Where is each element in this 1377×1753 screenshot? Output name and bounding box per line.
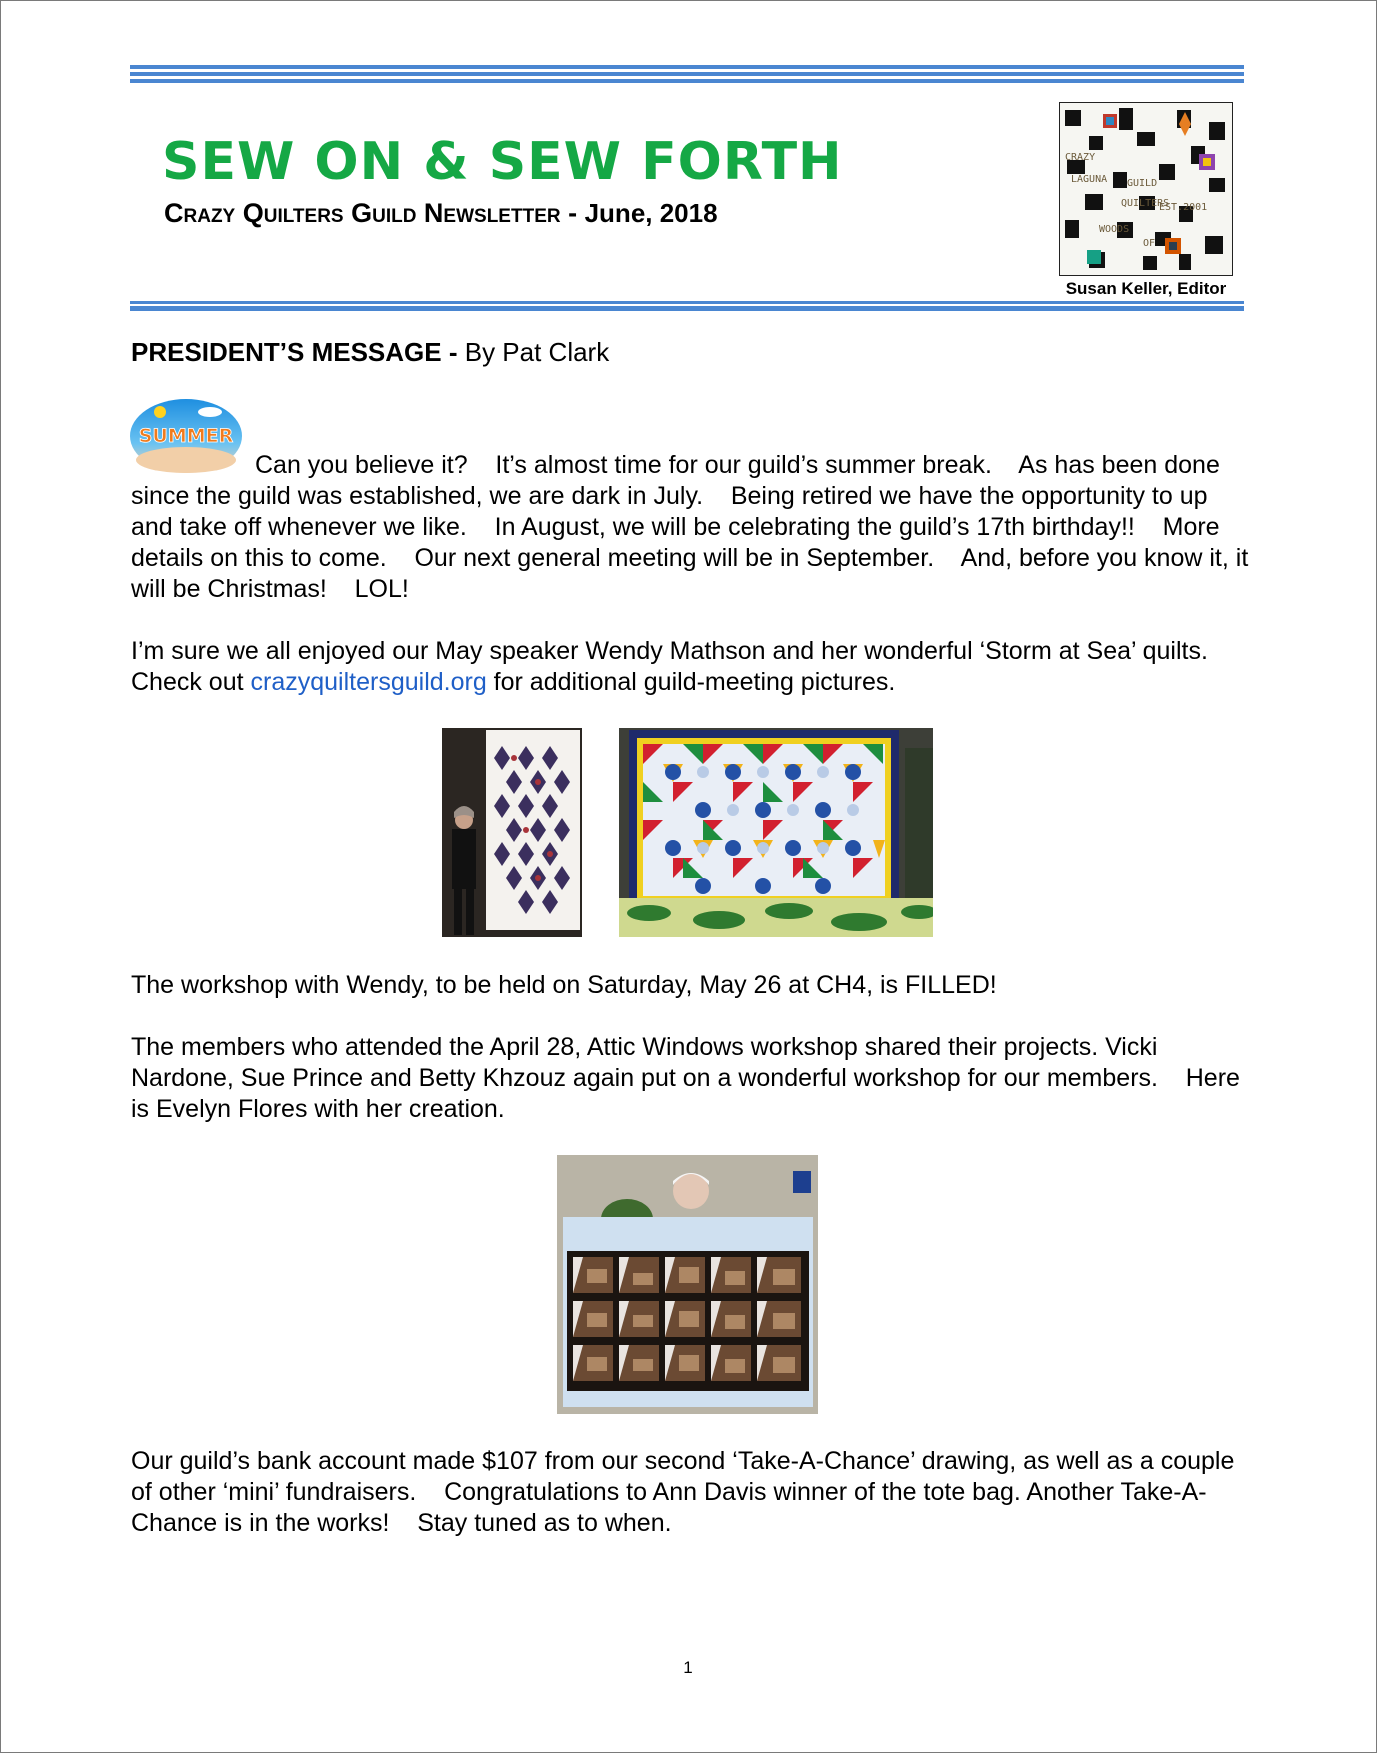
paragraph-may-speaker-text-end: for additional guild-meeting pictures. bbox=[486, 668, 896, 696]
svg-text:OF: OF bbox=[1143, 238, 1156, 249]
paragraph-workshop-filled: The workshop with Wendy, to be held on Saturday, May 26 at CH4, is FILLED! bbox=[131, 971, 997, 999]
svg-text:LAGUNA: LAGUNA bbox=[1071, 174, 1108, 185]
paragraph-take-a-chance: Our guild’s bank account made $107 from our second ‘Take-A-Chance’ drawing, as well as a couple of other ‘mini’ fundraisers. Congratulations to Ann Davis winner of the tote bag. Another Take-A-Chance is in the works! Stay tuned as to when. bbox=[131, 1447, 1242, 1537]
section-heading-author: By Pat Clark bbox=[457, 337, 610, 367]
paragraph-may-speaker bbox=[131, 636, 1251, 698]
paragraph-may-speaker-text: I’m sure we all enjoyed our May speaker Wendy Mathson and her wonderful ‘Storm at Sea’ quilts. Check out bbox=[131, 637, 1236, 696]
photo-storm-at-sea-quilt bbox=[619, 728, 933, 937]
photo-evelyn-flores-creation bbox=[557, 1155, 818, 1414]
guild-logo-quilt bbox=[1059, 102, 1233, 276]
section-heading bbox=[131, 337, 609, 368]
svg-text:CRAZY: CRAZY bbox=[1065, 152, 1096, 163]
editor-credit: Susan Keller, Editor bbox=[1065, 279, 1227, 298]
guild-website-link[interactable]: crazyquiltersguild.org bbox=[250, 668, 487, 696]
summer-badge-text: SUMMER bbox=[138, 425, 234, 447]
paragraph-summer-break: Can you believe it? It’s almost time for our guild’s summer break. As has been done since the guild was established, we are dark in July. Being retired we have the opportunity to up and take off whenever we like. In August, we will be celebrating the guild’s 17th birthday!! More details on this to come. Our next general meeting will be in September. And, before you know it, it will be Christmas! LOL! bbox=[131, 451, 1256, 603]
header-top-rule bbox=[130, 65, 1244, 83]
photo-woman-with-quilt bbox=[442, 728, 582, 937]
page-number: 1 bbox=[683, 1658, 693, 1677]
newsletter-title: SEW ON & SEW FORTH bbox=[162, 132, 843, 192]
header-bottom-rule bbox=[130, 301, 1244, 311]
subtitle-date: June, 2018 bbox=[584, 198, 718, 228]
section-heading-title: PRESIDENT’S MESSAGE - bbox=[131, 337, 458, 367]
svg-text:GUILD: GUILD bbox=[1127, 178, 1158, 189]
svg-text:EST.2001: EST.2001 bbox=[1159, 202, 1208, 213]
paragraph-attic-windows: The members who attended the April 28, Attic Windows workshop shared their projects. Vicki Nardone, Sue Prince and Betty Khzouz again put on a wonderful workshop for our members. Here is Evelyn Flores with her creation. bbox=[131, 1033, 1247, 1123]
svg-text:QUILTERS: QUILTERS bbox=[1121, 198, 1170, 209]
subtitle-guild-name: Crazy Quilters Guild Newsletter bbox=[164, 198, 561, 228]
svg-text:WOODS: WOODS bbox=[1099, 224, 1130, 235]
subtitle-separator: - bbox=[560, 198, 585, 228]
newsletter-subtitle bbox=[164, 198, 718, 229]
